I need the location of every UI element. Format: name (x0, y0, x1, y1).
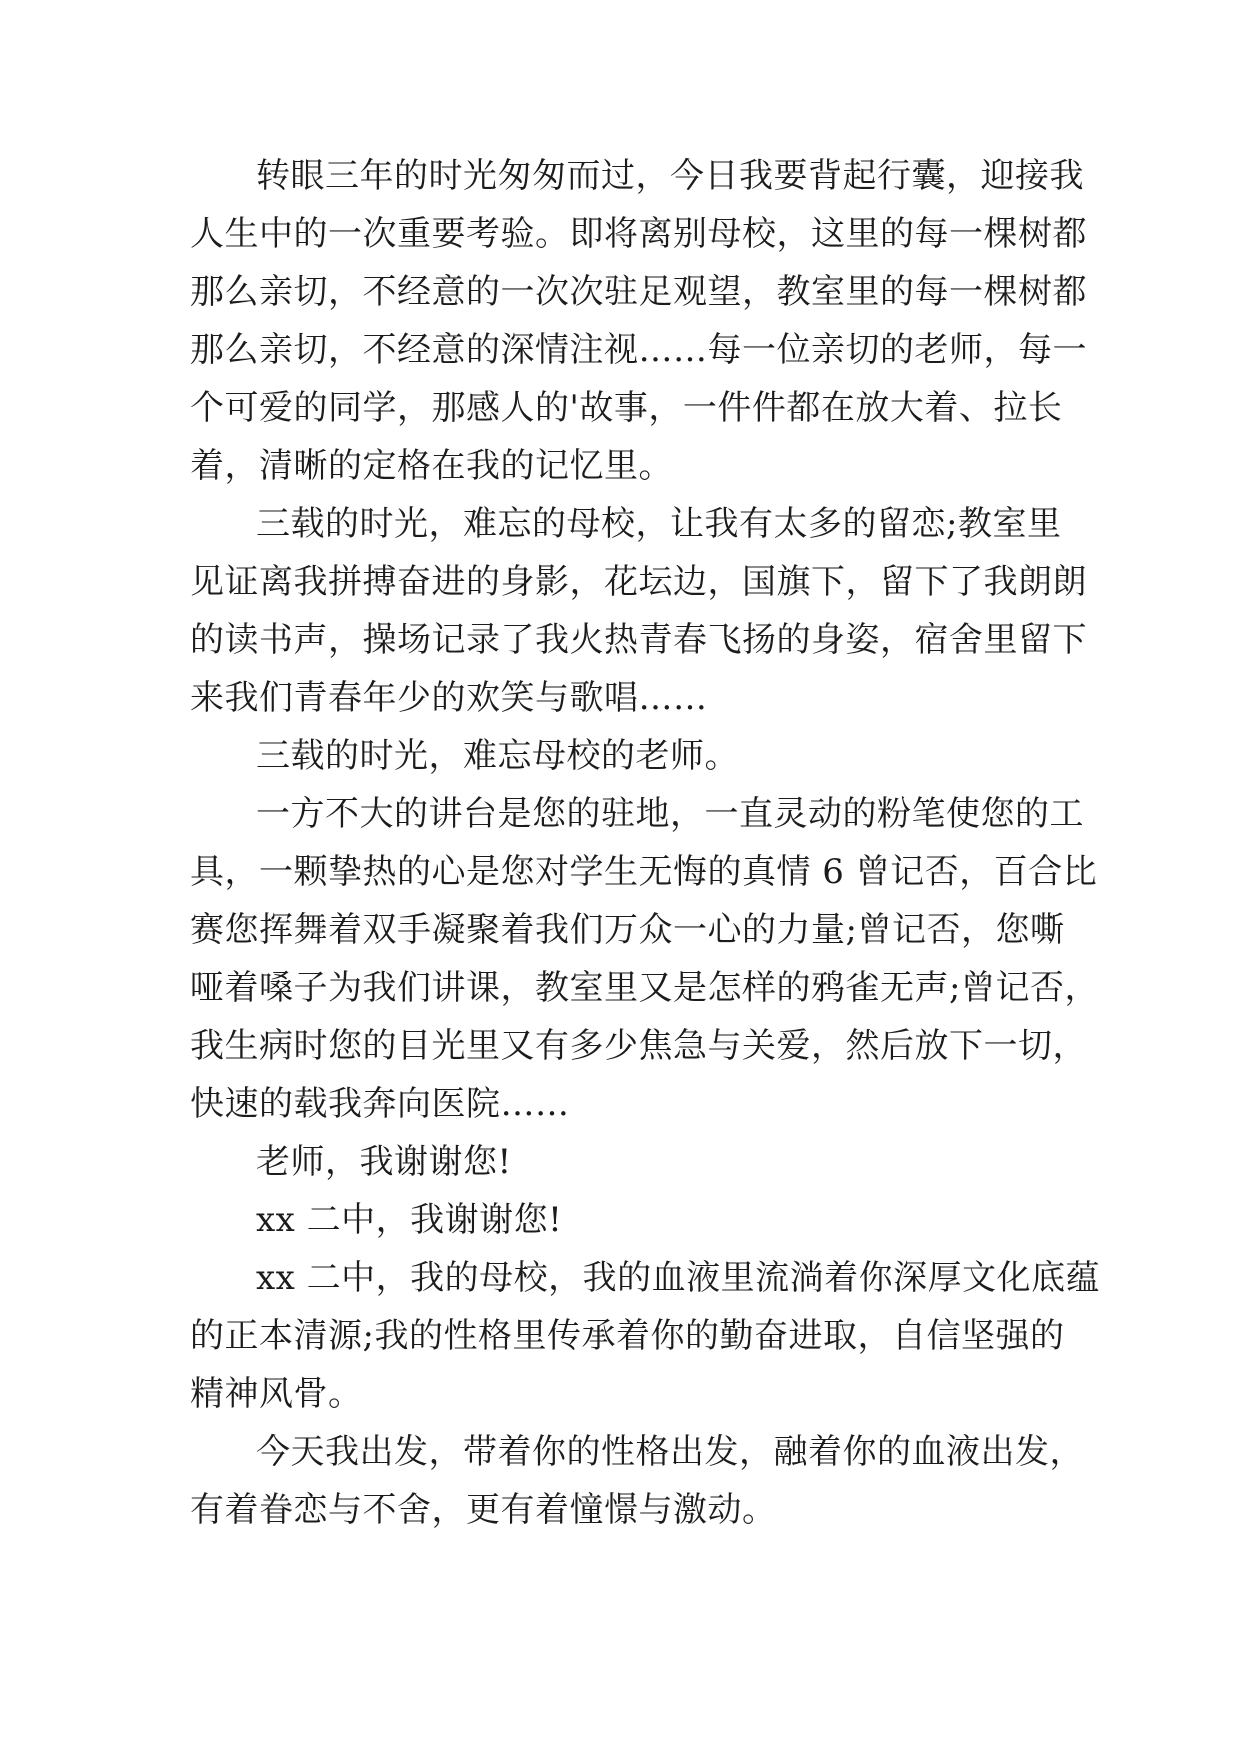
text-line: 见证离我拼搏奋进的身影，花坛边，国旗下，留下了我朗朗 (190, 562, 1087, 602)
text-line: 有着眷恋与不舍，更有着憧憬与激动。 (190, 1490, 777, 1530)
text-line: 快速的载我奔向医院…… (190, 1084, 570, 1124)
text-line: xx 二中，我谢谢您! (256, 1200, 563, 1240)
text-line: 赛您挥舞着双手凝聚着我们万众一心的力量;曾记否，您嘶 (190, 910, 1065, 950)
text-line: 人生中的一次重要考验。即将离别母校，这里的每一棵树都 (190, 214, 1087, 254)
text-line: 那么亲切，不经意的一次次驻足观望，教室里的每一棵树都 (190, 272, 1087, 312)
text-line: 老师，我谢谢您! (256, 1142, 512, 1182)
text-line: 来我们青春年少的欢笑与歌唱…… (190, 678, 708, 718)
text-line: 三载的时光，难忘的母校，让我有太多的留恋;教室里 (256, 504, 1062, 544)
text-line: 的正本清源;我的性格里传承着你的勤奋进取，自信坚强的 (190, 1316, 1065, 1356)
text-line: 转眼三年的时光匆匆而过，今日我要背起行囊，迎接我 (256, 156, 1084, 196)
text-line: 具，一颗挚热的心是您对学生无悔的真情 6 曾记否，百合比 (190, 852, 1098, 892)
text-line: 一方不大的讲台是您的驻地，一直灵动的粉笔使您的工 (256, 794, 1084, 834)
text-line: 着，清晰的定格在我的记忆里。 (190, 446, 673, 486)
text-line: xx 二中，我的母校，我的血液里流淌着你深厚文化底蕴 (256, 1258, 1101, 1298)
text-line: 哑着嗓子为我们讲课，教室里又是怎样的鸦雀无声;曾记否， (190, 968, 1099, 1008)
text-line: 精神风骨。 (190, 1374, 363, 1414)
text-line: 我生病时您的目光里又有多少焦急与关爱，然后放下一切， (190, 1026, 1087, 1066)
text-line: 今天我出发，带着你的性格出发，融着你的血液出发， (256, 1432, 1084, 1472)
text-line: 个可爱的同学，那感人的'故事，一件件都在放大着、拉长 (190, 388, 1063, 428)
text-line: 的读书声，操场记录了我火热青春飞扬的身姿，宿舍里留下 (190, 620, 1087, 660)
text-line: 那么亲切，不经意的深情注视……每一位亲切的老师，每一 (190, 330, 1087, 370)
text-line: 三载的时光，难忘母校的老师。 (256, 736, 739, 776)
